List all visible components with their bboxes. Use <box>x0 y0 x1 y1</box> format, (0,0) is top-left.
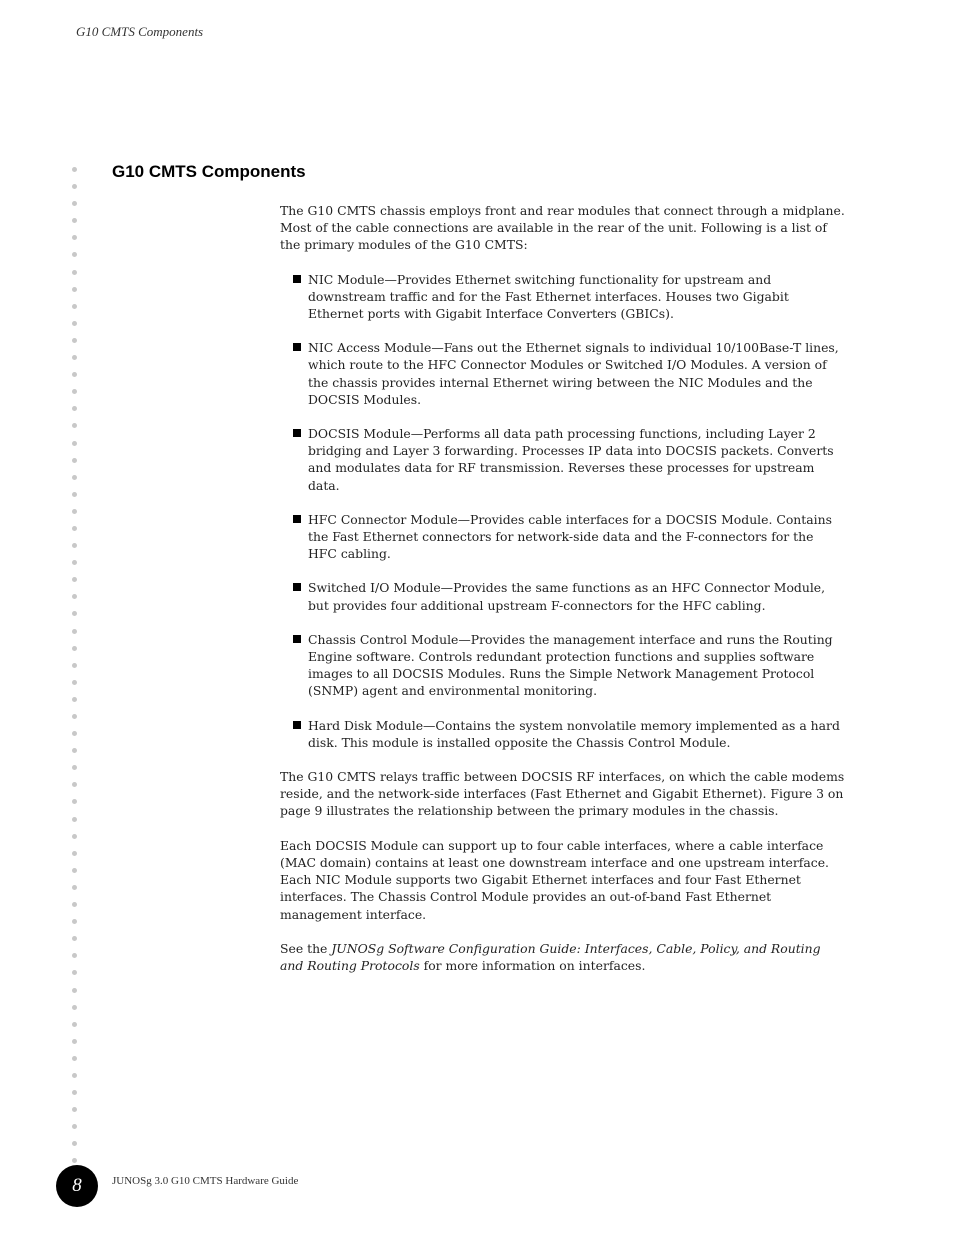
list-item-text: Hard Disk Module—Contains the system nonvolatile memory implemented as a hard disk. This module is installed opposite the Chassis Control Module. <box>308 717 840 750</box>
margin-dot <box>72 817 77 822</box>
margin-dot <box>72 338 77 343</box>
section-body <box>280 202 845 991</box>
see-suffix: for more information on interfaces. <box>419 957 646 973</box>
list-item <box>280 511 845 563</box>
square-bullet-icon <box>293 429 301 437</box>
margin-dot <box>72 936 77 941</box>
margin-dot <box>72 611 77 616</box>
margin-dot <box>72 970 77 975</box>
margin-dot <box>72 441 77 446</box>
margin-dot-column <box>72 167 80 1193</box>
margin-dot <box>72 1090 77 1095</box>
margin-dot <box>72 1124 77 1129</box>
list-item <box>280 579 845 613</box>
margin-dot <box>72 1005 77 1010</box>
list-item-text: Chassis Control Module—Provides the management interface and runs the Routing Engine software. Controls redundant protection functions and supplies software images to all DOCSIS Modules. Runs the Simple Network Management Protocol (SNMP) agent and environmental monitoring. <box>308 631 833 699</box>
margin-dot <box>72 526 77 531</box>
margin-dot <box>72 902 77 907</box>
margin-dot <box>72 321 77 326</box>
relays-paragraph: The G10 CMTS relays traffic between DOCSIS RF interfaces, on which the cable modems reside, and the network-side interfaces (Fast Ethernet and Gigabit Ethernet). Figure 3 on page 9 illustrates the relationship between the primary modules in the chassis. <box>280 769 845 819</box>
margin-dot <box>72 389 77 394</box>
margin-dot <box>72 235 77 240</box>
square-bullet-icon <box>293 583 301 591</box>
square-bullet-icon <box>293 635 301 643</box>
see-prefix: See the <box>280 940 332 956</box>
margin-dot <box>72 372 77 377</box>
margin-dot <box>72 646 77 651</box>
margin-dot <box>72 868 77 873</box>
list-item <box>280 271 845 323</box>
margin-dot <box>72 697 77 702</box>
margin-dot <box>72 1039 77 1044</box>
square-bullet-icon <box>293 343 301 351</box>
page-number: 8 <box>72 1175 82 1196</box>
list-item-text: NIC Access Module—Fans out the Ethernet signals to individual 10/100Base-T lines, which route to the HFC Connector Modules or Switched I/O Modules. A version of the chassis provides internal Ethernet wiring between the NIC Modules and the DOCSIS Modules. <box>308 340 839 407</box>
section-title: G10 CMTS Components <box>112 162 306 181</box>
see-also-paragraph <box>280 940 845 974</box>
margin-dot <box>72 304 77 309</box>
list-item <box>280 717 845 751</box>
margin-dot <box>72 1073 77 1078</box>
margin-dot <box>72 834 77 839</box>
margin-dot <box>72 492 77 497</box>
margin-dot <box>72 355 77 360</box>
margin-dot <box>72 680 77 685</box>
list-item <box>280 339 845 408</box>
margin-dot <box>72 663 77 668</box>
list-item-text: NIC Module—Provides Ethernet switching functionality for upstream and downstream traffic and for the Fast Ethernet interfaces. Houses two Gigabit Ethernet ports with Gigabit Interface Converters (GBICs). <box>308 271 789 322</box>
margin-dot <box>72 714 77 719</box>
list-item-text: DOCSIS Module—Performs all data path processing functions, including Layer 2 bridging and Layer 3 forwarding. Processes IP data into DOCSIS packets. Converts and modulates data for RF transmission. Reverses these processes for upstream data. <box>308 426 834 493</box>
margin-dot <box>72 1056 77 1061</box>
margin-dot <box>72 252 77 257</box>
margin-dot <box>72 851 77 856</box>
margin-dot <box>72 1141 77 1146</box>
square-bullet-icon <box>293 721 301 729</box>
margin-dot <box>72 184 77 189</box>
running-header: G10 CMTS Components <box>76 24 204 39</box>
margin-dot <box>72 919 77 924</box>
margin-dot <box>72 577 77 582</box>
margin-dot <box>72 406 77 411</box>
margin-dot <box>72 458 77 463</box>
list-item <box>280 425 845 494</box>
margin-dot <box>72 509 77 514</box>
margin-dot <box>72 1158 77 1163</box>
list-item-text: HFC Connector Module—Provides cable interfaces for a DOCSIS Module. Contains the Fast Ethernet connectors for network-side data and the F-connectors for the HFC cabling. <box>308 511 832 562</box>
margin-dot <box>72 1107 77 1112</box>
intro-paragraph: The G10 CMTS chassis employs front and rear modules that connect through a midplane. Most of the cable connections are available in the rear of the unit. Following is a list of the primary modules of the G10 CMTS: <box>280 203 845 253</box>
margin-dot <box>72 270 77 275</box>
margin-dot <box>72 731 77 736</box>
square-bullet-icon <box>293 275 301 283</box>
margin-dot <box>72 201 77 206</box>
guide-reference-title: JUNOSg Software Configuration Guide: Interfaces, Cable, Policy, and Routing and Routing Protocols <box>280 940 821 973</box>
module-list <box>280 271 845 751</box>
docsis-paragraph: Each DOCSIS Module can support up to four cable interfaces, where a cable interface (MAC domain) contains at least one downstream interface and one upstream interface. Each NIC Module supports two Gigabit Ethernet interfaces and four Fast Ethernet interfaces. The Chassis Control Module provides an out-of-band Fast Ethernet management interface. <box>280 837 829 922</box>
footer-guide-title: JUNOSg 3.0 G10 CMTS Hardware Guide <box>112 1175 299 1187</box>
margin-dot <box>72 799 77 804</box>
margin-dot <box>72 765 77 770</box>
margin-dot <box>72 629 77 634</box>
margin-dot <box>72 885 77 890</box>
margin-dot <box>72 594 77 599</box>
margin-dot <box>72 1022 77 1027</box>
margin-dot <box>72 543 77 548</box>
margin-dot <box>72 953 77 958</box>
margin-dot <box>72 475 77 480</box>
margin-dot <box>72 287 77 292</box>
margin-dot <box>72 423 77 428</box>
margin-dot <box>72 167 77 172</box>
square-bullet-icon <box>293 515 301 523</box>
page-number-badge <box>56 1165 98 1207</box>
margin-dot <box>72 988 77 993</box>
margin-dot <box>72 218 77 223</box>
margin-dot <box>72 748 77 753</box>
list-item-text: Switched I/O Module—Provides the same functions as an HFC Connector Module, but provides four additional upstream F-connectors for the HFC cabling. <box>308 580 826 613</box>
list-item <box>280 631 845 700</box>
margin-dot <box>72 560 77 565</box>
margin-dot <box>72 782 77 787</box>
